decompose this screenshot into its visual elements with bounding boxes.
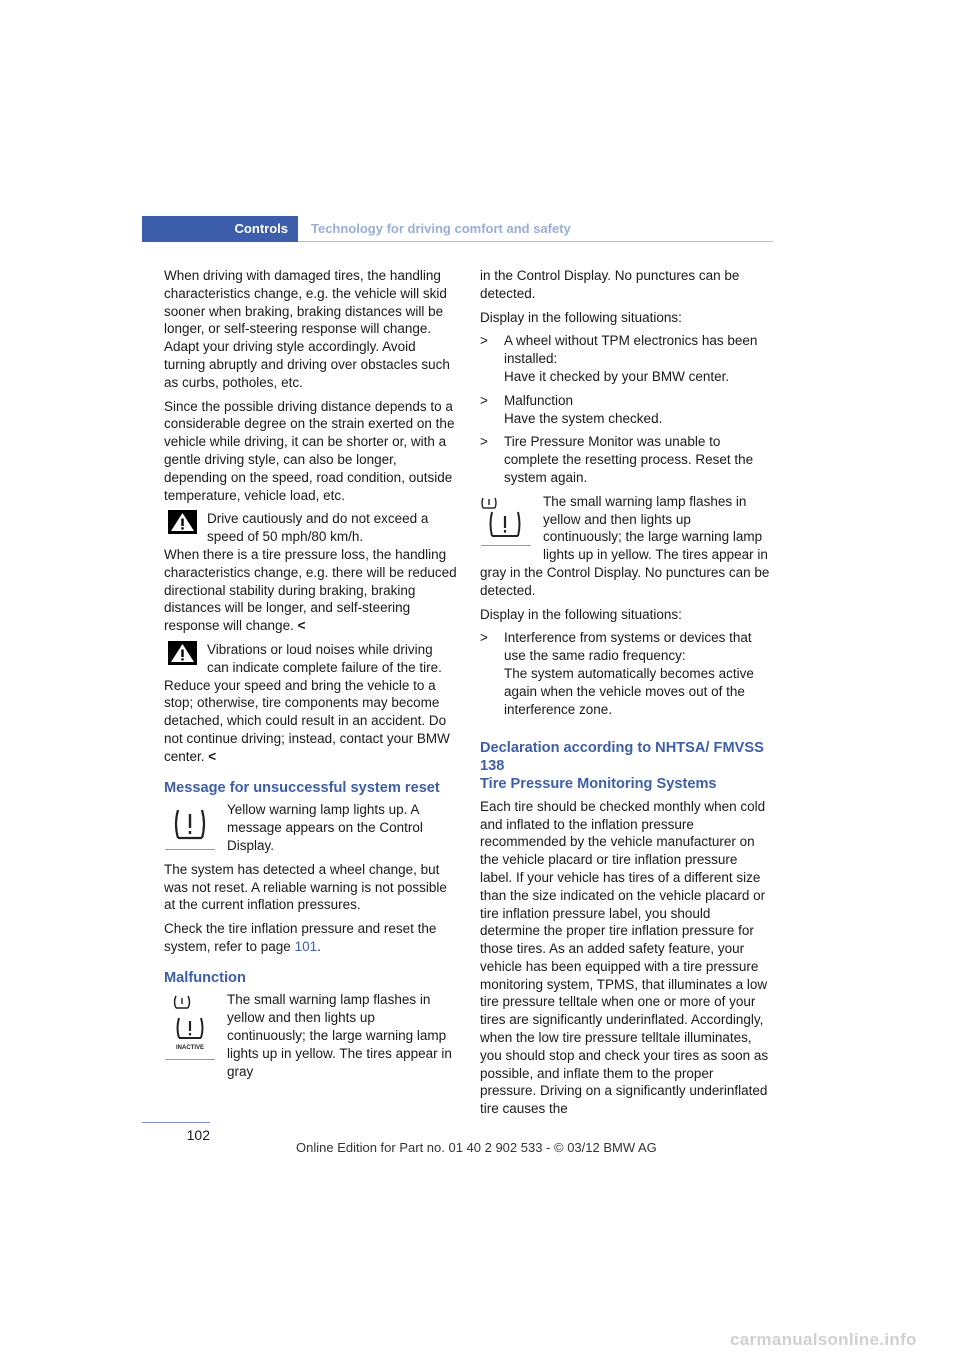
paragraph-control-display: in the Control Display. No punctures can be detected.: [480, 268, 740, 301]
paragraph-tpms-declaration: Each tire should be checked monthly when cold and inflated to the inflation pressure recommended by the vehicle manufacturer on the vehicle placard or tire inflation pressure label. If your vehicle has tires of a different size than the size indicated on the vehicle placard or tire inflation pressure label, you should determine the proper tire inflation pressure for those tires. As an added safety feature, your vehicle has been equipped with a tire pressure monitoring system, TPMS, that illuminates a low tire pressure telltale when one or more of your tires are significantly underinflated. Accordingly, when the low tire pressure telltale illuminates, you should stop and check your tires as soon as possible, and inflate them to the proper pressure. Driving on a significantly underinflated tire causes the: [480, 798, 769, 1117]
warning-lead: Vibrations or loud noises while driving can indicate complete failure of the tire.: [207, 641, 442, 675]
warning-lead: Drive cautiously and do not exceed a speed of 50 mph/80 km/h.: [207, 511, 429, 545]
tire-pressure-inactive-icon: [164, 994, 216, 1062]
malfunction-lamp-text-2: The small warning lamp flashes in yellow and then lights up continuously; the large warning lamp lights up in yellow. The tires appear in gray in the Control Display. No punctures can be detected.: [480, 493, 770, 598]
paragraph-damaged-tires: When driving with damaged tires, the handling characteristics change, e.g. the vehicle will skid sooner when braking, braking distances will be longer, or self-steering response will change. Adapt your driving style accordingly. Avoid turning abruptly and driving over obstacles such as curbs, potholes, etc.: [164, 268, 450, 390]
list-item-text: Have the system checked.: [504, 410, 663, 426]
header-rule: [298, 241, 773, 242]
bullet-mark: >: [480, 630, 488, 646]
reset-lamp-block: [164, 801, 457, 854]
heading-malfunction: Malfunction: [164, 969, 246, 986]
watermark: carmanualsonline.info: [730, 1330, 917, 1349]
warning-triangle-icon: [168, 510, 197, 534]
page-reference-link[interactable]: 101: [294, 938, 318, 954]
tire-pressure-warning-icon: [480, 496, 532, 548]
list-item: [480, 392, 773, 428]
list-item-text: Tire Pressure Monitor was unable to complete the resetting process. Reset the system again.: [504, 434, 754, 485]
display-situations-label-2: Display in the following situations:: [480, 606, 682, 622]
paragraph-driving-distance: Since the possible driving distance depends to a considerable degree on the strain exerted on the vehicle while driving, it can be shorter or, with a gentle driving style, can also be longer, depending on the speed, road condition, outside temperature, vehicle load, etc.: [164, 398, 455, 503]
footer-rule: [142, 1122, 210, 1123]
list-item: [480, 433, 773, 486]
heading-tpms: Tire Pressure Monitoring Systems: [480, 775, 717, 792]
interference-list: [480, 629, 773, 718]
warning-triangle-icon: [168, 641, 197, 665]
period: .: [317, 938, 321, 954]
left-column: [164, 267, 457, 1086]
chapter-title: Technology for driving comfort and safety: [311, 221, 571, 236]
list-item-text: The system automatically becomes active again when the vehicle moves out of the interference zone.: [504, 665, 754, 717]
end-mark: <: [297, 618, 306, 634]
warning-body: Reduce your speed and bring the vehicle to a stop; otherwise, tire components may become detached, which could result in an accident. Do not continue driving; instead, contact your BMW center.: [164, 677, 450, 764]
malfunction-lamp-block: [164, 991, 457, 1080]
display-situations-label: Display in the following situations:: [480, 309, 682, 325]
warning-speed: [164, 510, 457, 635]
warning-body: When there is a tire pressure loss, the handling characteristics change, e.g. there will be reduced directional stability during braking, braking distances will be longer, and self-steering response will change.: [164, 546, 457, 634]
list-item-text: Malfunction: [504, 392, 574, 408]
paragraph-check-pressure: [164, 920, 457, 956]
tire-pressure-warning-icon: [164, 804, 216, 852]
page-number: 102: [186, 1127, 210, 1143]
bullet-mark: >: [480, 333, 488, 349]
warning-vibrations: [164, 641, 457, 766]
reset-lamp-text: Yellow warning lamp lights up. A message appears on the Control Display.: [227, 802, 423, 853]
bullet-mark: >: [480, 434, 488, 450]
end-mark: <: [208, 748, 217, 764]
list-item-text: Interference from systems or devices that use the same radio frequency:: [504, 630, 752, 664]
paragraph-wheel-change: The system has detected a wheel change, but was not reset. A reliable warning is not possible at the current inflation pressures.: [164, 861, 447, 913]
edition-note: Online Edition for Part no. 01 40 2 902 533 - © 03/12 BMW AG: [296, 1140, 657, 1155]
right-column: [480, 267, 773, 1124]
list-item-text: Have it checked by your BMW center.: [504, 368, 730, 384]
situations-list: [480, 332, 773, 486]
heading-unsuccessful-reset: Message for unsuccessful system reset: [164, 779, 440, 796]
list-item: [480, 332, 773, 385]
inactive-label: INACTIVE: [175, 1045, 205, 1052]
list-item: [480, 629, 773, 718]
malfunction-lamp-block-2: [480, 493, 773, 600]
malfunction-lamp-text: The small warning lamp flashes in yellow and then lights up continuously; the large warning lamp lights up in yellow. The tires appear in gray: [227, 992, 452, 1079]
list-item-text: A wheel without TPM electronics has been installed:: [504, 333, 758, 367]
check-pressure-text: Check the tire inflation pressure and reset the system, refer to page: [164, 921, 437, 954]
section-label: Controls: [234, 221, 288, 236]
heading-declaration: Declaration according to NHTSA/ FMVSS 138: [480, 740, 764, 775]
bullet-mark: >: [480, 392, 488, 408]
